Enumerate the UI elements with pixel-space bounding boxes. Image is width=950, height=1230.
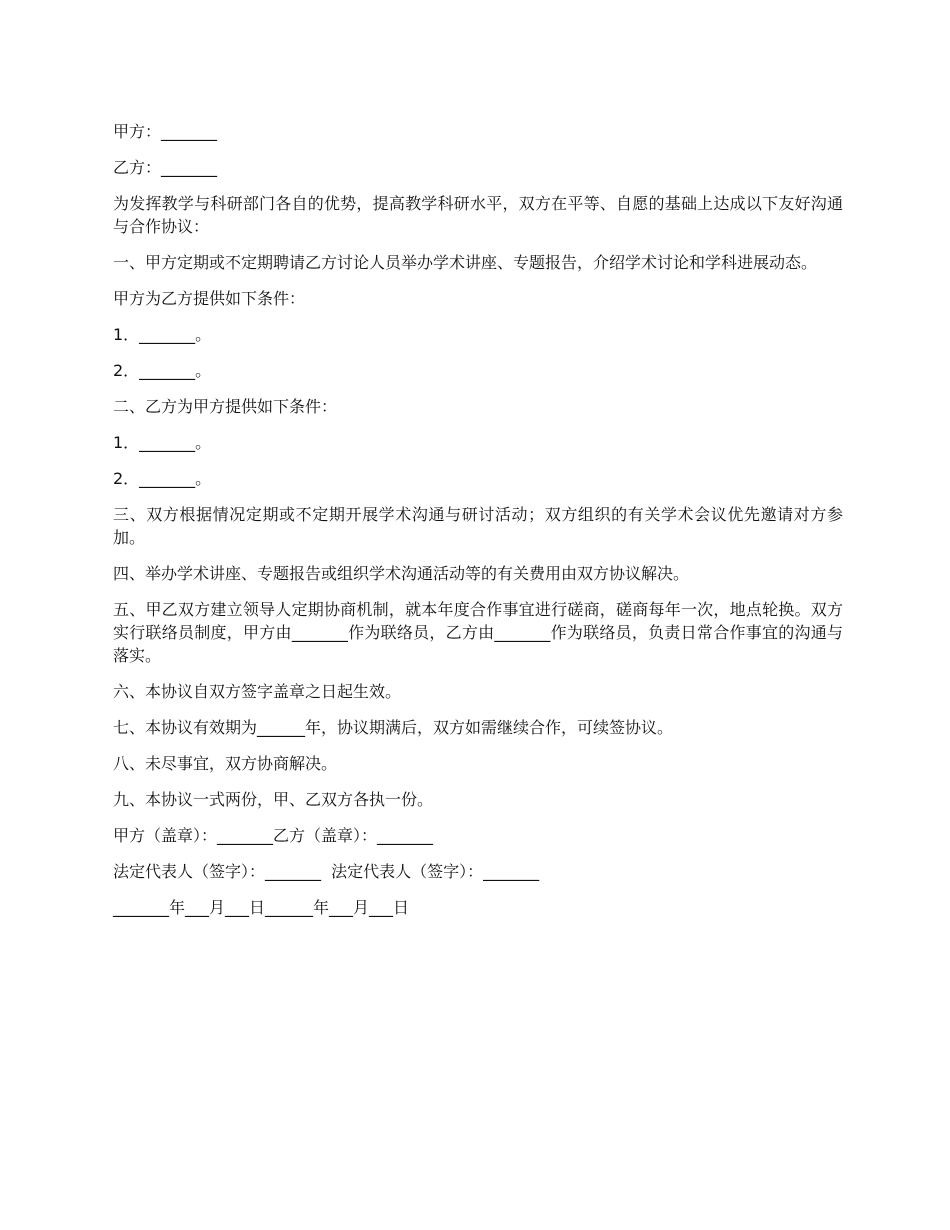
clause-1-item-2: 2．_______。 bbox=[113, 361, 212, 380]
clause-5: 五、甲乙双方建立领导人定期协商机制，就本年度合作事宜进行磋商，磋商每年一次，地点轮换。双方实行联络员制度，甲方由_______作为联络员，乙方由_______作为联络员，负责日常合作事宜的沟通与落实。 bbox=[113, 600, 843, 665]
party-b-line: 乙方：_______ bbox=[113, 158, 218, 177]
signature-representative-line: 法定代表人（签字）：_______ 法定代表人（签字）：_______ bbox=[113, 862, 540, 881]
clause-9: 九、本协议一式两份，甲、乙双方各执一份。 bbox=[113, 790, 434, 809]
agreement-document bbox=[113, 120, 843, 932]
signature-seal-line: 甲方（盖章）：_______乙方（盖章）：_______ bbox=[113, 826, 434, 845]
signature-date-line: _______年___月___日______年___月___日 bbox=[113, 898, 410, 917]
clause-3: 三、双方根据情况定期或不定期开展学术沟通与研讨活动；双方组织的有关学术会议优先邀请对方参加。 bbox=[113, 505, 843, 547]
clause-2: 二、乙方为甲方提供如下条件： bbox=[113, 397, 338, 416]
clause-1-item-1: 1．_______。 bbox=[113, 325, 212, 344]
clause-1: 一、甲方定期或不定期聘请乙方讨论人员举办学术讲座、专题报告，介绍学术讨论和学科进展动态。 bbox=[113, 253, 818, 272]
clause-4: 四、举办学术讲座、专题报告或组织学术沟通活动等的有关费用由双方协议解决。 bbox=[113, 564, 690, 583]
clause-7: 七、本协议有效期为______年，协议期满后，双方如需继续合作，可续签协议。 bbox=[113, 718, 674, 737]
clause-2-item-1: 1．_______。 bbox=[113, 433, 212, 452]
clause-1-subheading: 甲方为乙方提供如下条件： bbox=[113, 289, 306, 308]
clause-6: 六、本协议自双方签字盖章之日起生效。 bbox=[113, 682, 402, 701]
clause-2-item-2: 2．_______。 bbox=[113, 469, 212, 488]
intro-paragraph: 为发挥教学与科研部门各自的优势，提高教学科研水平，双方在平等、自愿的基础上达成以下友好沟通与合作协议： bbox=[113, 194, 843, 236]
party-a-line: 甲方：_______ bbox=[113, 122, 218, 141]
clause-8: 八、未尽事宜，双方协商解决。 bbox=[113, 754, 338, 773]
